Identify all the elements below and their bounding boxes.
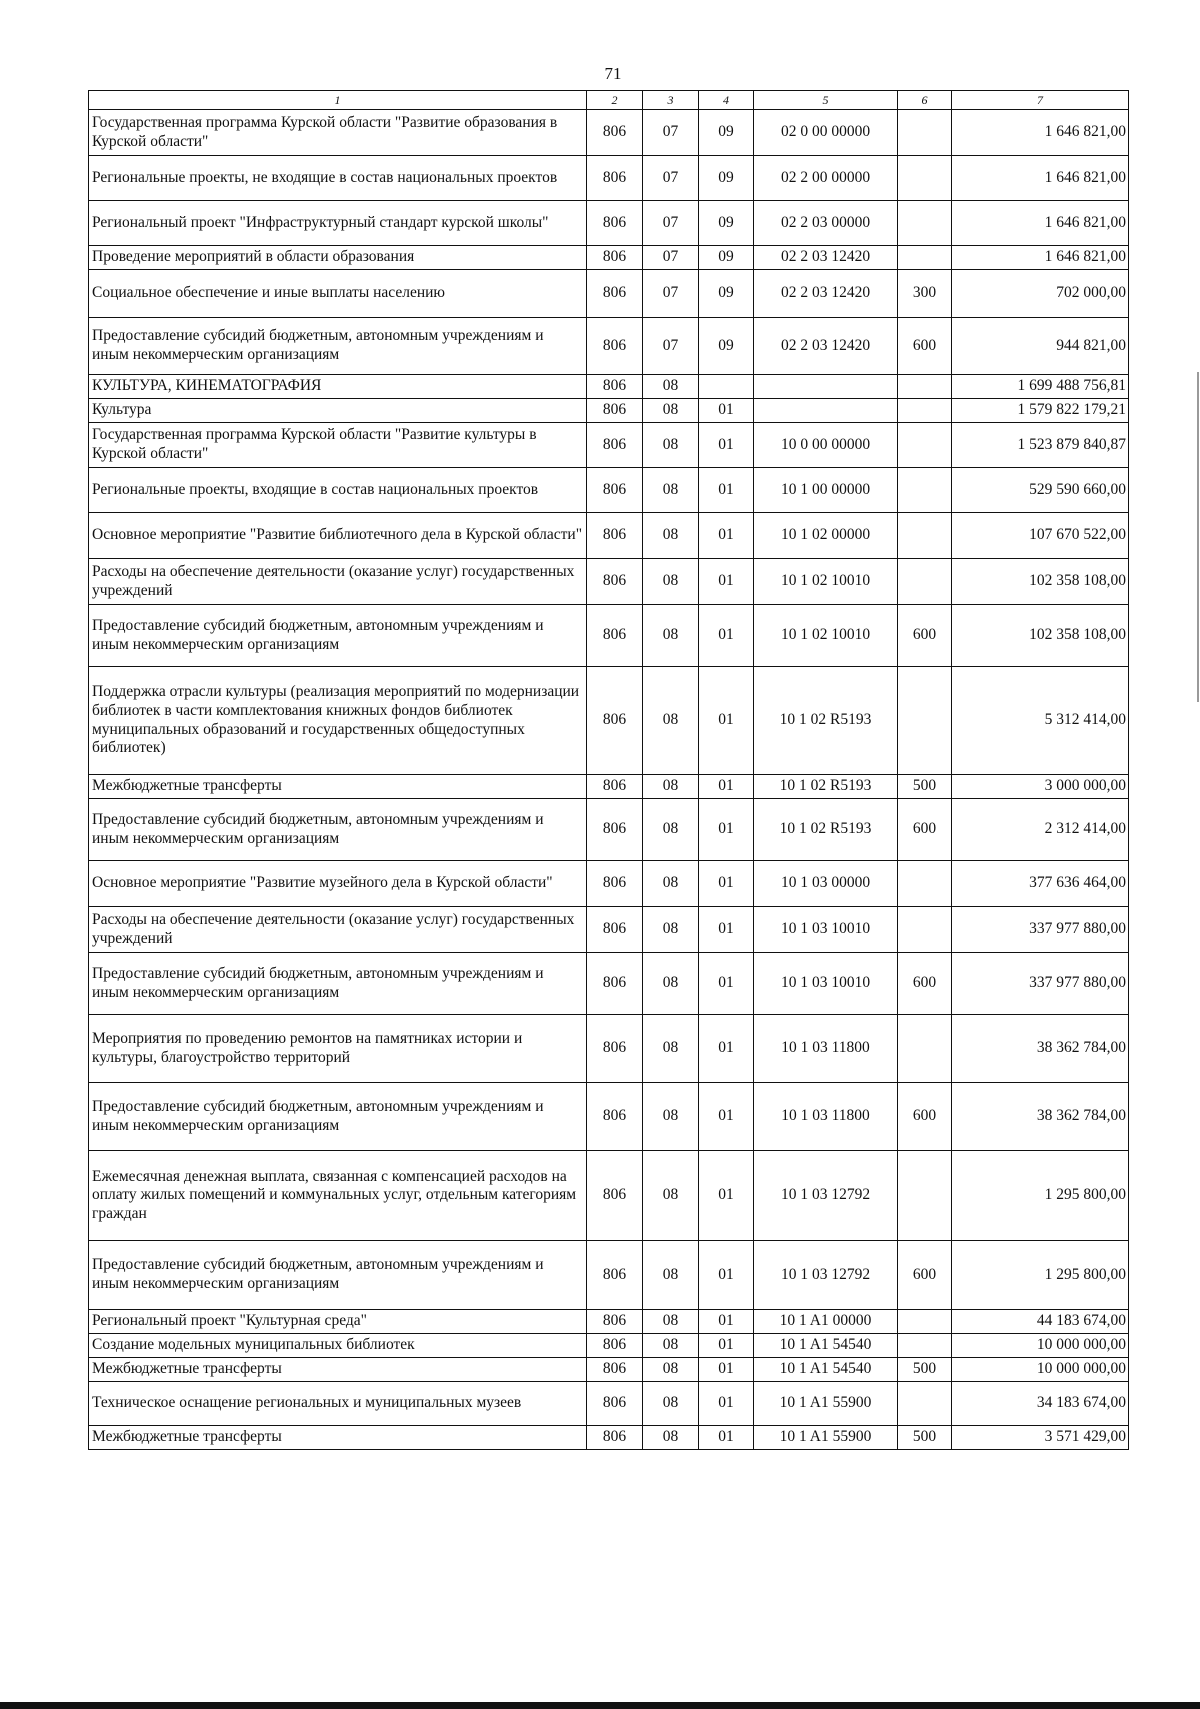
table-row	[89, 423, 1129, 468]
row-amount: 1 646 821,00	[952, 156, 1129, 201]
row-amount: 1 295 800,00	[952, 1241, 1129, 1310]
row-target-article: 10 1 03 10010	[754, 907, 898, 953]
row-name: Мероприятия по проведению ремонтов на памятниках истории и культуры, благоустройство территорий	[89, 1015, 587, 1083]
row-target-article: 10 1 02 10010	[754, 605, 898, 667]
scan-edge-mark	[1197, 372, 1199, 702]
row-expense-type	[898, 1310, 952, 1334]
page-number: 71	[604, 64, 622, 83]
row-section: 08	[643, 907, 699, 953]
row-name: Проведение мероприятий в области образования	[89, 246, 587, 270]
row-target-article: 10 1 02 10010	[754, 559, 898, 605]
row-target-article: 10 1 A1 54540	[754, 1334, 898, 1358]
row-section: 07	[643, 156, 699, 201]
row-subsection: 01	[699, 953, 754, 1015]
row-name: Государственная программа Курской области "Развитие культуры в Курской области"	[89, 423, 587, 468]
row-name: Региональные проекты, не входящие в состав национальных проектов	[89, 156, 587, 201]
table-row	[89, 1382, 1129, 1426]
row-target-article: 10 1 03 10010	[754, 953, 898, 1015]
row-name: Межбюджетные трансферты	[89, 1426, 587, 1450]
row-amount: 38 362 784,00	[952, 1083, 1129, 1151]
table-row	[89, 1083, 1129, 1151]
row-target-article: 10 1 00 00000	[754, 468, 898, 513]
row-section: 08	[643, 799, 699, 861]
row-section: 08	[643, 399, 699, 423]
row-section: 07	[643, 318, 699, 375]
table-row	[89, 799, 1129, 861]
row-amount: 102 358 108,00	[952, 605, 1129, 667]
row-target-article: 10 0 00 00000	[754, 423, 898, 468]
row-amount: 38 362 784,00	[952, 1015, 1129, 1083]
row-amount: 3 571 429,00	[952, 1426, 1129, 1450]
row-section: 08	[643, 375, 699, 399]
row-amount: 107 670 522,00	[952, 513, 1129, 559]
row-amount: 10 000 000,00	[952, 1358, 1129, 1382]
row-target-article	[754, 399, 898, 423]
table-row	[89, 468, 1129, 513]
row-target-article: 02 2 03 12420	[754, 246, 898, 270]
row-subsection: 09	[699, 246, 754, 270]
row-amount: 1 295 800,00	[952, 1151, 1129, 1241]
row-subsection: 09	[699, 156, 754, 201]
row-expense-type: 500	[898, 1358, 952, 1382]
row-subsection: 09	[699, 110, 754, 156]
row-subsection: 01	[699, 1310, 754, 1334]
row-section: 08	[643, 1334, 699, 1358]
row-expense-type	[898, 468, 952, 513]
row-expense-type	[898, 513, 952, 559]
row-admin-code: 806	[587, 513, 643, 559]
table-row	[89, 513, 1129, 559]
row-admin-code: 806	[587, 399, 643, 423]
row-name: Предоставление субсидий бюджетным, автономным учреждениям и иным некоммерческим организациям	[89, 318, 587, 375]
row-amount: 10 000 000,00	[952, 1334, 1129, 1358]
row-subsection: 01	[699, 1015, 754, 1083]
row-target-article	[754, 375, 898, 399]
row-name: Ежемесячная денежная выплата, связанная с компенсацией расходов на оплату жилых помещений и коммунальных услуг, отдельным категориям граждан	[89, 1151, 587, 1241]
row-target-article: 10 1 A1 55900	[754, 1382, 898, 1426]
row-admin-code: 806	[587, 246, 643, 270]
row-name: Основное мероприятие "Развитие музейного дела в Курской области"	[89, 861, 587, 907]
row-admin-code: 806	[587, 1083, 643, 1151]
row-section: 08	[643, 1310, 699, 1334]
table-row	[89, 775, 1129, 799]
row-expense-type: 600	[898, 799, 952, 861]
row-subsection: 01	[699, 559, 754, 605]
table-row	[89, 1310, 1129, 1334]
row-subsection: 01	[699, 907, 754, 953]
row-amount: 1 579 822 179,21	[952, 399, 1129, 423]
table-body	[89, 110, 1129, 1450]
row-subsection: 01	[699, 1382, 754, 1426]
row-admin-code: 806	[587, 861, 643, 907]
row-expense-type: 300	[898, 270, 952, 318]
row-admin-code: 806	[587, 1015, 643, 1083]
row-amount: 944 821,00	[952, 318, 1129, 375]
row-section: 07	[643, 201, 699, 246]
row-expense-type	[898, 399, 952, 423]
row-section: 08	[643, 1426, 699, 1450]
row-subsection: 01	[699, 423, 754, 468]
row-name: Предоставление субсидий бюджетным, автономным учреждениям и иным некоммерческим организациям	[89, 799, 587, 861]
row-expense-type: 600	[898, 1083, 952, 1151]
row-section: 08	[643, 1151, 699, 1241]
row-subsection: 09	[699, 318, 754, 375]
row-amount: 5 312 414,00	[952, 667, 1129, 775]
table-row	[89, 1015, 1129, 1083]
row-subsection	[699, 375, 754, 399]
row-name: Поддержка отрасли культуры (реализация мероприятий по модернизации библиотек в части комплектования книжных фондов библиотек муниципальных образований и государственных общедоступных библиотек)	[89, 667, 587, 775]
row-admin-code: 806	[587, 667, 643, 775]
table-row	[89, 156, 1129, 201]
row-target-article: 10 1 03 12792	[754, 1151, 898, 1241]
row-amount: 337 977 880,00	[952, 953, 1129, 1015]
row-admin-code: 806	[587, 907, 643, 953]
row-expense-type: 600	[898, 318, 952, 375]
table-row	[89, 861, 1129, 907]
table-row	[89, 1358, 1129, 1382]
table-row	[89, 667, 1129, 775]
row-target-article: 10 1 03 11800	[754, 1083, 898, 1151]
table-row	[89, 1151, 1129, 1241]
row-expense-type	[898, 201, 952, 246]
row-name: Предоставление субсидий бюджетным, автономным учреждениям и иным некоммерческим организациям	[89, 605, 587, 667]
row-admin-code: 806	[587, 1151, 643, 1241]
row-expense-type	[898, 110, 952, 156]
row-subsection: 01	[699, 667, 754, 775]
row-subsection: 01	[699, 861, 754, 907]
row-section: 08	[643, 861, 699, 907]
column-header: 4	[699, 91, 754, 110]
row-section: 08	[643, 513, 699, 559]
row-expense-type: 600	[898, 605, 952, 667]
row-section: 08	[643, 667, 699, 775]
row-expense-type	[898, 861, 952, 907]
table-row	[89, 1334, 1129, 1358]
row-admin-code: 806	[587, 559, 643, 605]
row-expense-type	[898, 423, 952, 468]
row-name: Предоставление субсидий бюджетным, автономным учреждениям и иным некоммерческим организациям	[89, 1241, 587, 1310]
table-row	[89, 1241, 1129, 1310]
row-expense-type	[898, 246, 952, 270]
row-expense-type: 500	[898, 775, 952, 799]
row-section: 08	[643, 1241, 699, 1310]
row-amount: 1 646 821,00	[952, 110, 1129, 156]
row-target-article: 10 1 02 00000	[754, 513, 898, 559]
table-row	[89, 1426, 1129, 1450]
table-row	[89, 907, 1129, 953]
row-target-article: 10 1 A1 54540	[754, 1358, 898, 1382]
row-section: 08	[643, 1358, 699, 1382]
row-expense-type	[898, 375, 952, 399]
row-subsection: 01	[699, 1426, 754, 1450]
row-admin-code: 806	[587, 375, 643, 399]
row-subsection: 01	[699, 775, 754, 799]
row-admin-code: 806	[587, 318, 643, 375]
row-expense-type	[898, 156, 952, 201]
row-target-article: 02 0 00 00000	[754, 110, 898, 156]
row-admin-code: 806	[587, 468, 643, 513]
row-name: Социальное обеспечение и иные выплаты населению	[89, 270, 587, 318]
row-subsection: 01	[699, 1241, 754, 1310]
row-admin-code: 806	[587, 1358, 643, 1382]
row-amount: 1 699 488 756,81	[952, 375, 1129, 399]
row-target-article: 10 1 02 R5193	[754, 775, 898, 799]
table-row	[89, 953, 1129, 1015]
table-row	[89, 110, 1129, 156]
row-expense-type: 600	[898, 953, 952, 1015]
row-amount: 377 636 464,00	[952, 861, 1129, 907]
row-section: 07	[643, 270, 699, 318]
row-target-article: 02 2 00 00000	[754, 156, 898, 201]
column-header: 7	[952, 91, 1129, 110]
row-subsection: 01	[699, 605, 754, 667]
row-amount: 1 523 879 840,87	[952, 423, 1129, 468]
row-expense-type: 500	[898, 1426, 952, 1450]
row-subsection: 01	[699, 399, 754, 423]
row-admin-code: 806	[587, 110, 643, 156]
row-admin-code: 806	[587, 201, 643, 246]
row-admin-code: 806	[587, 270, 643, 318]
row-section: 07	[643, 110, 699, 156]
row-amount: 1 646 821,00	[952, 201, 1129, 246]
row-section: 08	[643, 423, 699, 468]
row-target-article: 10 1 A1 55900	[754, 1426, 898, 1450]
budget-table	[88, 90, 1129, 1450]
row-section: 08	[643, 775, 699, 799]
row-target-article: 10 1 03 11800	[754, 1015, 898, 1083]
column-header: 3	[643, 91, 699, 110]
column-header: 1	[89, 91, 587, 110]
table-row	[89, 605, 1129, 667]
row-admin-code: 806	[587, 1241, 643, 1310]
row-admin-code: 806	[587, 775, 643, 799]
table-row	[89, 270, 1129, 318]
row-name: Культура	[89, 399, 587, 423]
row-subsection: 01	[699, 1334, 754, 1358]
row-expense-type	[898, 1334, 952, 1358]
table-row	[89, 201, 1129, 246]
row-admin-code: 806	[587, 605, 643, 667]
row-section: 08	[643, 468, 699, 513]
row-section: 08	[643, 1083, 699, 1151]
row-section: 08	[643, 1015, 699, 1083]
row-admin-code: 806	[587, 1334, 643, 1358]
row-expense-type: 600	[898, 1241, 952, 1310]
row-target-article: 10 1 03 12792	[754, 1241, 898, 1310]
row-admin-code: 806	[587, 1310, 643, 1334]
row-amount: 529 590 660,00	[952, 468, 1129, 513]
row-subsection: 01	[699, 1358, 754, 1382]
row-name: Региональный проект "Инфраструктурный стандарт курской школы"	[89, 201, 587, 246]
row-expense-type	[898, 1015, 952, 1083]
column-header: 5	[754, 91, 898, 110]
row-amount: 44 183 674,00	[952, 1310, 1129, 1334]
row-amount: 2 312 414,00	[952, 799, 1129, 861]
column-header: 2	[587, 91, 643, 110]
row-section: 07	[643, 246, 699, 270]
row-name: Государственная программа Курской области "Развитие образования в Курской области"	[89, 110, 587, 156]
row-amount: 102 358 108,00	[952, 559, 1129, 605]
scan-bottom-border	[0, 1702, 1200, 1709]
row-name: Предоставление субсидий бюджетным, автономным учреждениям и иным некоммерческим организациям	[89, 953, 587, 1015]
row-name: КУЛЬТУРА, КИНЕМАТОГРАФИЯ	[89, 375, 587, 399]
row-expense-type	[898, 667, 952, 775]
row-admin-code: 806	[587, 953, 643, 1015]
table-row	[89, 375, 1129, 399]
row-target-article: 02 2 03 12420	[754, 318, 898, 375]
row-target-article: 02 2 03 00000	[754, 201, 898, 246]
table-row	[89, 318, 1129, 375]
row-target-article: 10 1 02 R5193	[754, 799, 898, 861]
row-subsection: 01	[699, 1151, 754, 1241]
row-target-article: 10 1 03 00000	[754, 861, 898, 907]
row-amount: 702 000,00	[952, 270, 1129, 318]
table-row	[89, 246, 1129, 270]
row-subsection: 09	[699, 270, 754, 318]
table-row	[89, 559, 1129, 605]
row-subsection: 01	[699, 799, 754, 861]
row-name: Предоставление субсидий бюджетным, автономным учреждениям и иным некоммерческим организациям	[89, 1083, 587, 1151]
row-expense-type	[898, 907, 952, 953]
row-section: 08	[643, 1382, 699, 1426]
row-amount: 3 000 000,00	[952, 775, 1129, 799]
row-section: 08	[643, 953, 699, 1015]
row-name: Региональные проекты, входящие в состав национальных проектов	[89, 468, 587, 513]
row-admin-code: 806	[587, 156, 643, 201]
row-name: Межбюджетные трансферты	[89, 1358, 587, 1382]
row-subsection: 01	[699, 513, 754, 559]
row-name: Основное мероприятие "Развитие библиотечного дела в Курской области"	[89, 513, 587, 559]
row-admin-code: 806	[587, 423, 643, 468]
row-name: Создание модельных муниципальных библиотек	[89, 1334, 587, 1358]
row-name: Расходы на обеспечение деятельности (оказание услуг) государственных учреждений	[89, 907, 587, 953]
row-expense-type	[898, 1382, 952, 1426]
column-header: 6	[898, 91, 952, 110]
row-name: Региональный проект "Культурная среда"	[89, 1310, 587, 1334]
row-expense-type	[898, 1151, 952, 1241]
row-subsection: 01	[699, 1083, 754, 1151]
row-amount: 34 183 674,00	[952, 1382, 1129, 1426]
row-section: 08	[643, 559, 699, 605]
row-admin-code: 806	[587, 1426, 643, 1450]
row-section: 08	[643, 605, 699, 667]
row-subsection: 01	[699, 468, 754, 513]
row-name: Расходы на обеспечение деятельности (оказание услуг) государственных учреждений	[89, 559, 587, 605]
row-admin-code: 806	[587, 799, 643, 861]
table-row	[89, 399, 1129, 423]
row-amount: 1 646 821,00	[952, 246, 1129, 270]
row-name: Межбюджетные трансферты	[89, 775, 587, 799]
row-amount: 337 977 880,00	[952, 907, 1129, 953]
header-row	[89, 91, 1129, 110]
row-target-article: 02 2 03 12420	[754, 270, 898, 318]
row-expense-type	[898, 559, 952, 605]
row-subsection: 09	[699, 201, 754, 246]
row-name: Техническое оснащение региональных и муниципальных музеев	[89, 1382, 587, 1426]
row-target-article: 10 1 02 R5193	[754, 667, 898, 775]
row-target-article: 10 1 A1 00000	[754, 1310, 898, 1334]
row-admin-code: 806	[587, 1382, 643, 1426]
